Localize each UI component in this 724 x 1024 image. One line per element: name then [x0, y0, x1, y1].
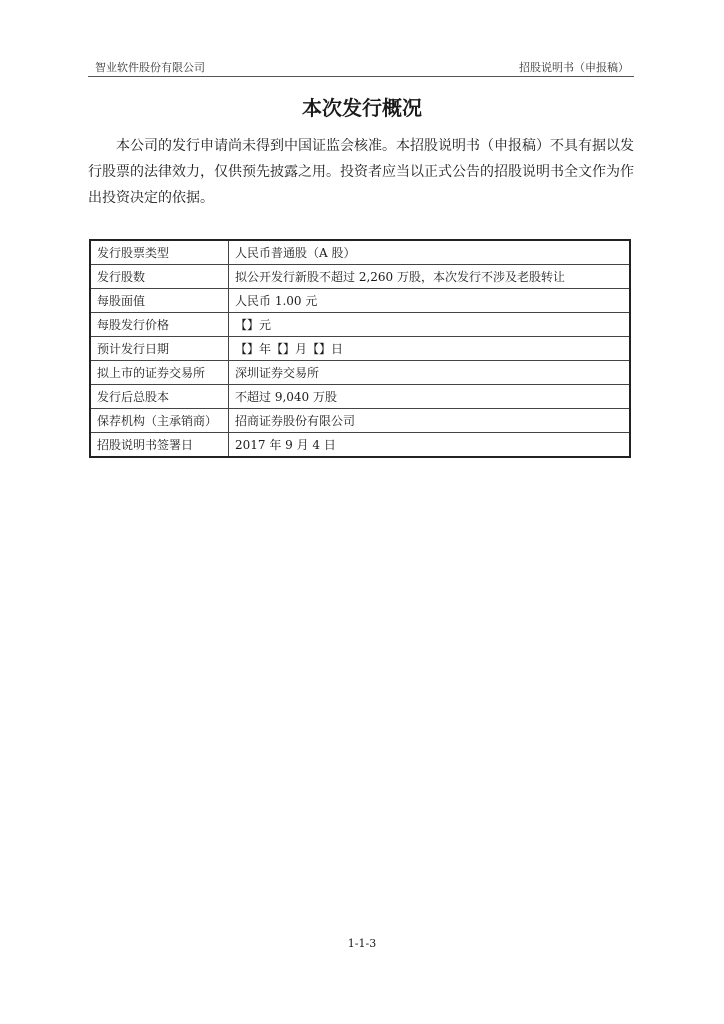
- row-label: 保荐机构（主承销商）: [90, 409, 229, 433]
- header-document-name: 招股说明书（申报稿）: [519, 61, 629, 74]
- row-label: 发行后总股本: [90, 385, 229, 409]
- row-value: 人民币普通股（A 股）: [229, 240, 631, 265]
- row-label: 发行股数: [90, 265, 229, 289]
- header-company-name: 智业软件股份有限公司: [95, 61, 205, 74]
- row-value: 人民币 1.00 元: [229, 289, 631, 313]
- offering-summary-table: [89, 239, 631, 458]
- table-row: [90, 265, 630, 289]
- table-row: [90, 289, 630, 313]
- row-value: 拟公开发行新股不超过 2,260 万股，本次发行不涉及老股转让: [229, 265, 631, 289]
- row-label: 拟上市的证券交易所: [90, 361, 229, 385]
- table-row: [90, 313, 630, 337]
- row-value: 招商证券股份有限公司: [229, 409, 631, 433]
- row-label: 每股面值: [90, 289, 229, 313]
- row-value: 【】年【】月【】日: [229, 337, 631, 361]
- page-title: 本次发行概况: [302, 96, 422, 120]
- row-label: 每股发行价格: [90, 313, 229, 337]
- row-label: 发行股票类型: [90, 240, 229, 265]
- row-value: 深圳证券交易所: [229, 361, 631, 385]
- row-value: 不超过 9,040 万股: [229, 385, 631, 409]
- table-row: [90, 409, 630, 433]
- table-row: [90, 240, 630, 265]
- intro-paragraph: 本公司的发行申请尚未得到中国证监会核准。本招股说明书（申报稿）不具有据以发行股票的法律效力，仅供预先披露之用。投资者应当以正式公告的招股说明书全文作为作出投资决定的依据。: [88, 138, 634, 206]
- table-row: [90, 433, 630, 458]
- table-row: [90, 361, 630, 385]
- table-row: [90, 385, 630, 409]
- page-number: 1-1-3: [347, 937, 377, 950]
- row-label: 预计发行日期: [90, 337, 229, 361]
- table-row: [90, 337, 630, 361]
- row-label: 招股说明书签署日: [90, 433, 229, 458]
- row-value: 【】元: [229, 313, 631, 337]
- header-divider: [88, 76, 634, 77]
- row-value: 2017 年 9 月 4 日: [229, 433, 631, 458]
